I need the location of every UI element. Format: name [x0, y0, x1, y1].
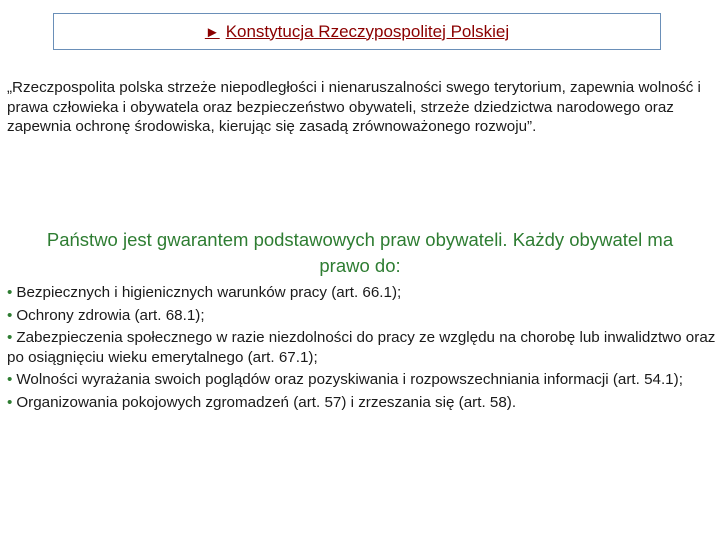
- list-item: [7, 370, 717, 390]
- list-item-text: Ochrony zdrowia (art. 68.1);: [16, 306, 205, 324]
- bullet-icon: •: [7, 284, 13, 301]
- list-item-text: Wolności wyrażania swoich poglądów oraz pozyskiwania i rozpowszechniania informacji (art. 54.1);: [16, 371, 683, 389]
- list-item: [7, 283, 717, 303]
- list-item: [7, 393, 717, 413]
- page-title: [205, 22, 509, 42]
- heading-text: Państwo jest gwarantem podstawowych praw obywateli. Każdy obywatel ma prawo do:: [46, 229, 674, 276]
- bullet-icon: •: [7, 393, 13, 411]
- section-heading: [20, 227, 700, 279]
- list-item: [7, 306, 717, 326]
- bullet-icon: •: [7, 329, 13, 347]
- bullet-icon: •: [7, 371, 13, 389]
- list-item-text: Zabezpieczenia społecznego w razie niezdolności do pracy ze względu na chorobę lub inwalidztwo oraz po osiągnięciu wieku emerytalnego (art. 67.1);: [7, 329, 716, 366]
- list-item-text: Organizowania pokojowych zgromadzeń (art. 57) i zrzeszania się (art. 58).: [16, 393, 517, 411]
- constitution-quote: [7, 78, 715, 137]
- bullet-icon: •: [7, 306, 13, 324]
- quote-text: „Rzeczpospolita polska strzeże niepodległości i nienaruszalności swego terytorium, zapewnia wolność i prawa człowieka i obywatela oraz bezpieczeństwo obywateli, strzeże dziedzictwa narodowego oraz zapewnia ochronę środowiska, kierując się zasadą zrównoważonego rozwoju”.: [7, 79, 701, 135]
- rights-list: [7, 283, 717, 416]
- list-item: [7, 328, 717, 367]
- page-title-text: Konstytucja Rzeczypospolitej Polskiej: [225, 21, 510, 41]
- title-box: [53, 13, 661, 50]
- list-item-text: Bezpiecznych i higienicznych warunków pracy (art. 66.1);: [16, 284, 402, 301]
- arrow-right-icon: ►: [204, 23, 220, 41]
